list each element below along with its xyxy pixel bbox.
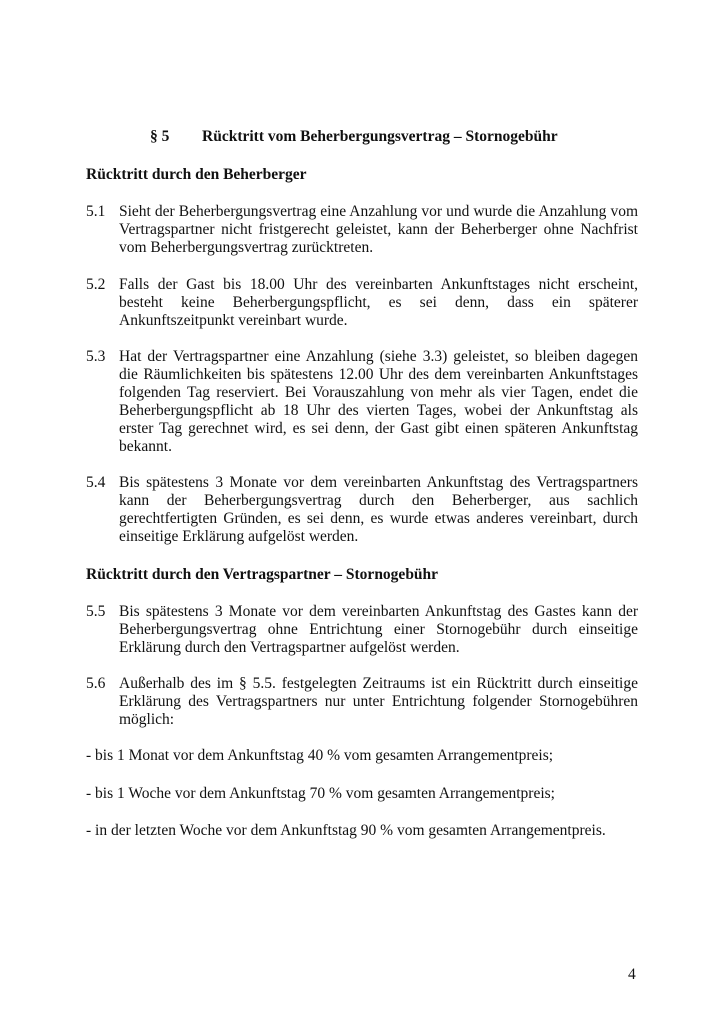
fee-line: - bis 1 Monat vor dem Ankunftstag 40 % vom gesamten Arrangementpreis; — [86, 747, 554, 764]
paragraph-number: 5.3 — [86, 348, 106, 365]
paragraph-5-6 — [86, 675, 638, 729]
fee-line: - in der letzten Woche vor dem Ankunftstag 90 % vom gesamten Arrangementpreis. — [86, 822, 606, 839]
fee-line: - bis 1 Woche vor dem Ankunftstag 70 % vom gesamten Arrangementpreis; — [86, 785, 555, 802]
paragraph-text: Bis spätestens 3 Monate vor dem vereinbarten Ankunftstag des Vertragspartners kann der Beherbergungsvertrag durch den Beherberger, aus sachlich gerechtfertigten Gründen, es sei denn, es wurde etwas anderes vereinbart, durch einseitige Erklärung aufgelöst werden. — [119, 474, 638, 545]
paragraph-number: 5.2 — [86, 276, 106, 293]
page-number: 4 — [628, 966, 636, 983]
paragraph-number: 5.4 — [86, 474, 106, 491]
paragraph-text: Außerhalb des im § 5.5. festgelegten Zeitraums ist ein Rücktritt durch einseitige Erklärung des Vertragspartners nur unter Entrichtung folgender Stornogebühren möglich: — [119, 675, 638, 728]
paragraph-number: 5.1 — [86, 203, 106, 220]
paragraph-5-2 — [86, 276, 638, 330]
paragraph-5-4 — [86, 474, 638, 546]
paragraph-number: 5.6 — [86, 675, 106, 692]
paragraph-5-3 — [86, 348, 638, 456]
paragraph-text: Falls der Gast bis 18.00 Uhr des vereinbarten Ankunftstages nicht erscheint, besteht keine Beherbergungspflicht, es sei denn, dass ein späterer Ankunftszeitpunkt vereinbart wurde. — [119, 276, 638, 329]
heading-vertragspartner: Rücktritt durch den Vertragspartner – Stornogebühr — [86, 566, 439, 583]
paragraph-text: Sieht der Beherbergungsvertrag eine Anzahlung vor und wurde die Anzahlung vom Vertragspartner nicht fristgerecht geleistet, kann der Beherberger ohne Nachfrist vom Beherbergungsvertrag zurücktreten. — [119, 203, 638, 256]
section-title — [150, 127, 558, 146]
section-number: § 5 — [150, 128, 170, 145]
paragraph-5-1 — [86, 203, 638, 257]
paragraph-text: Bis spätestens 3 Monate vor dem vereinbarten Ankunftstag des Gastes kann der Beherbergungsvertrag ohne Entrichtung einer Stornogebühr durch einseitige Erklärung durch den Vertragspartner aufgelöst werden. — [119, 603, 638, 656]
heading-beherberger: Rücktritt durch den Beherberger — [86, 166, 307, 183]
paragraph-5-5 — [86, 603, 638, 657]
section-title-text: Rücktritt vom Beherbergungsvertrag – Stornogebühr — [202, 128, 558, 145]
paragraph-number: 5.5 — [86, 603, 106, 620]
paragraph-text: Hat der Vertragspartner eine Anzahlung (siehe 3.3) geleistet, so bleiben dagegen die Räumlichkeiten bis spätestens 12.00 Uhr des dem vereinbarten Ankunftstages folgenden Tag reserviert. Bei Vorauszahlung von mehr als vier Tagen, endet die Beherbergungspflicht ab 18 Uhr des vierten Tages, wobei der Ankunftstag als erster Tag gerechnet wird, es sei denn, der Gast gibt einen späteren Ankunftstag bekannt. — [119, 348, 638, 455]
